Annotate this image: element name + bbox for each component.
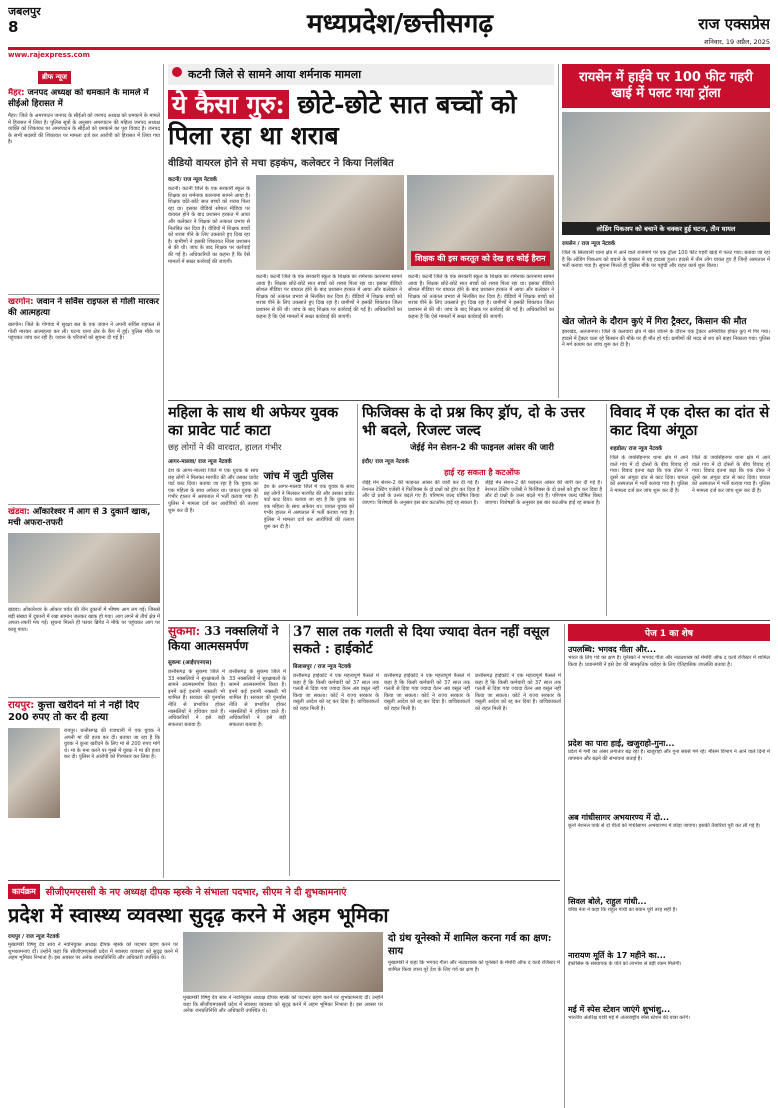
physics-byline: इंदौर/ राज न्यूज नेटवर्क (362, 459, 409, 465)
court-story (293, 624, 561, 876)
page-number: 8 (8, 18, 19, 36)
main-col-1 (168, 175, 250, 386)
finger-byline: शहडोल/ राज न्यूज नेटवर्क (610, 446, 663, 452)
page1-item (568, 644, 770, 735)
affair-headline: महिला के साथ थी अफेयर युवक का प्रावेट पार्ट काटा (168, 404, 339, 439)
brief-item-khargone (8, 297, 160, 502)
page1-item-body: इंफोसिस के संस्थापक के पोते को लाभांश से बड़ी रकम मिलेगी। (568, 961, 682, 967)
brief-item-raipur (8, 700, 160, 878)
naxal-byline: सुकमा (आईएएनएस) (168, 660, 212, 666)
brief-news-column (8, 64, 160, 878)
naxal-headline-text: 33 नक्सलियों ने किया आत्मसमर्पण (168, 624, 279, 653)
main-story (168, 64, 554, 398)
page1-tag: पेज 1 का शेष (568, 624, 770, 641)
naxal-body-2: छत्तीसगढ़ के सुकमा जिले में 33 नक्सलियों ने सुरक्षाबलों के सामने आत्मसमर्पण किया है। इनमें कई इनामी नक्सली भी शामिल हैं। सरकार की पुनर्वास नीति से प्रभावित होकर नक्सलियों ने हथियार डाले हैं। अधिकारियों ने इसे बड़ी सफलता बताया है। (229, 669, 286, 728)
physics-red-sub: हाई रह सकता है कटऑफ (444, 468, 520, 477)
page1-item (568, 950, 770, 1001)
court-body-3: छत्तीसगढ़ हाईकोर्ट ने एक महत्वपूर्ण फैसले में कहा है कि किसी कर्मचारी को 37 साल तक गलती से दिया गया ज्यादा वेतन अब वसूल नहीं किया जा सकता। कोर्ट ने राज्य सरकार के वसूली आदेश को रद्द कर दिया है। याचिकाकर्ता को राहत मिली है। (475, 673, 561, 712)
brief-item-khandwa (8, 507, 160, 695)
finger-body-1: जिले के जयसिंहनगर थाना क्षेत्र में आने वाले गांव में दो दोस्तों के बीच विवाद हो गया। विवाद इतना बढ़ा कि एक दोस्त ने दूसरे का अंगूठा दांत से काट दिया। घायल को अस्पताल में भर्ती कराया गया है। पुलिस ने मामला दर्ज कर जांच शुरू कर दी है। (610, 455, 688, 494)
page1-item-title: सिवल बोले, राहुल गांधी... (568, 897, 647, 906)
karyakram-body-1: मुख्यमंत्री विष्णु देव साय ने नवनियुक्त अध्यक्ष दीपक म्हस्के को पदभार ग्रहण करने पर शुभकामनाएं दीं। उन्होंने कहा कि सीजीएमएससी प्रदेश में स्वास्थ्य व्यवस्था को सुदृढ़ करने में अहम भूमिका निभाता है। इस अवसर पर अनेक जनप्रतिनिधि और अधिकारी उपस्थित थे। (8, 942, 178, 962)
brief-headline: कुत्ता खरीदने मां ने नहीं दिए 200 रुपए तो कर दी हत्या (8, 700, 140, 723)
section-title-box (250, 8, 550, 44)
naxal-lead: सुकमा: (168, 624, 201, 638)
main-subhead: वीडियो वायरल होने से मचा हड़कंप, कलेक्टर ने किया निलंबित (168, 158, 394, 169)
page1-item-title: नारायण मूर्ति के 17 महीने का... (568, 951, 666, 960)
court-headline: 37 साल तक गलती से दिया ज्यादा वेतन नहीं वसूल सकते : हाईकोर्ट (293, 624, 550, 657)
brief-title: रायपुर: (8, 700, 35, 711)
brief-headline: जवान ने सर्विस राइफल से गोली मारकर की आत्महत्या (8, 297, 159, 318)
raisen-photo (562, 112, 770, 222)
tractor-body: झारखंड, अलजनपर। जिले के कलवारा क्षेत्र में खेत जोतने के दौरान एक ट्रैक्टर अनियंत्रित होकर कुएं में गिर गया। हादसे में ट्रैक्टर चला रहे किसान की मौके पर ही मौत हो गई। ग्रामीणों की मदद से शव को बाहर निकाला गया। पुलिस ने मर्ग कायम कर जांच शुरू कर दी है। (562, 329, 770, 349)
website-link[interactable]: www.rajexpress.com (8, 51, 90, 59)
affair-body-2: देश के आगर-मालवा जिले में एक युवक के साथ छह लोगों ने मिलकर मारपीट की और उसका प्रावेट पार्ट काट दिया। बताया जा रहा है कि युवक का एक महिला के साथ अफेयर था। घायल युवक को गंभीर हालत में अस्पताल में भर्ती कराया गया है। पुलिस ने मामला दर्ज कर आरोपियों की तलाश शुरू कर दी है। (263, 484, 354, 530)
fire-photo (8, 533, 160, 603)
raisen-caption: लोडिंग पिकअप को बचाने के चक्कर हुई घटना, तीन घायल (562, 222, 770, 235)
main-kicker: कटनी जिले से सामने आया शर्मनाक मामला (188, 68, 362, 81)
page1-item-title: अब गांधीसागर अभयारण्य में दो... (568, 813, 670, 822)
affair-story (168, 404, 354, 616)
page1-item-title: प्रदेश का पारा हाई, खजुराहो-गुना... (568, 739, 675, 748)
brief-title: खरगोन: (8, 297, 34, 307)
karyakram-headline: प्रदेश में स्वास्थ्य व्यवस्था सुदृढ़ करने में अहम भूमिका (8, 903, 389, 927)
karyakram-tag: कार्यक्रम (8, 884, 40, 899)
header-rule (8, 47, 770, 50)
main-photo-2 (407, 175, 555, 270)
karyakram-byline: रायपुर / राज न्यूज नेटवर्क (8, 934, 60, 940)
masthead-left (8, 4, 78, 44)
photo-caption: शिक्षक की इस करतूत को देख हर कोई हैरान (411, 251, 551, 266)
main-byline: कटनी/ राज न्यूज नेटवर्क (168, 177, 217, 183)
physics-headline: फिजिक्स के दो प्रश्न किए ड्रॉप, दो के उत्तर भी बदले, रिजल्ट जल्द (362, 404, 585, 439)
brand-name: राज एक्सप्रेस (698, 15, 770, 33)
main-kicker-bar (168, 64, 554, 85)
brief-item-maihar (8, 88, 160, 292)
karyakram-top-line: सीजीएमएससी के नए अध्यक्ष दीपक म्हस्के ने संभाला पदभार, सीएम ने दी शुभकामनाएं (45, 887, 347, 898)
page1-continued (568, 624, 770, 1108)
page1-item (568, 1004, 770, 1055)
affair-byline: आगर-मालवा/ राज न्यूज नेटवर्क (168, 459, 232, 465)
finger-story (610, 404, 770, 616)
section-title: मध्यप्रदेश/छत्तीसगढ़ (307, 9, 493, 39)
brief-body: मैहर। जिले के अमरपाटन जनपद के सीईओ को जनपद अध्यक्ष को धमकाने के मामले में हिरासत में लिया है। पुलिस सूत्रों के अनुसार अमरपाटन की महिला जनपद अध्यक्ष व्यक्ति को शिकायत पर अमरपाटन के सीईओ को धमकाने का पूरा विवाद है। जनपद के सभी सदस्यों की शिकायत पर मामला दर्ज कर आरोपी को हिरासत में लिया गया है। (8, 113, 160, 146)
brief-news-tag: ब्रीफ न्यूज (38, 71, 71, 84)
page1-item-body: कूनो नेशनल पार्क से दो चीतों को गांधीसागर अभयारण्य में छोड़ा जाएगा। इसकी तैयारियां पूरी कर ली गई हैं। (568, 823, 761, 829)
karyakram-photo (183, 932, 383, 992)
main-body-1: कटनी। कटनी जिले के एक सरकारी स्कूल के शिक्षक का शर्मनाक कारनामा सामने आया है। शिक्षक छोटे-छोटे सात बच्चों को शराब पिला रहा था। इसका वीडियो सोशल मीडिया पर वायरल होने के बाद प्रशासन हरकत में आया और कलेक्टर ने शिक्षक को तत्काल प्रभाव से निलंबित कर दिया है। वीडियो में शिक्षक बच्चों को शराब पीने के लिए उकसाते हुए दिख रहा है। ग्रामीणों ने इसकी शिकायत जिला प्रशासन से की थी। जांच के बाद शिक्षक पर कार्रवाई की गई है। अधिकारियों का कहना है कि ऐसे मामलों में सख्त कार्रवाई की जाएगी। (168, 186, 250, 265)
unesco-headline: दो ग्रंथ यूनेस्को में शामिल करना गर्व का क्षण: साय (388, 933, 552, 957)
page1-item (568, 738, 770, 809)
unesco-body: मुख्यमंत्री ने कहा कि भगवद गीता और नाट्यशास्त्र को यूनेस्को के मेमोरी ऑफ द वर्ल्ड रजिस्टर में शामिल किया जाना पूरे देश के लिए गर्व का क्षण है। (388, 960, 560, 973)
main-photo-1 (256, 175, 404, 270)
main-headline-rest: छोटे-छोटे सात बच्चों को पिला रहा था शराब (168, 90, 517, 150)
brief-headline: ऑंकारेश्वर में आग से 3 दुकानें खाक, मची अफरा-तफरी (8, 507, 151, 528)
brief-headline: जनपद अध्यक्ष को धमकाने के मामले में सीईओ हिरासत में (8, 88, 149, 109)
main-headline (168, 89, 554, 151)
raisen-story (562, 64, 770, 398)
naxal-headline (168, 624, 286, 654)
raisen-headline: रायसेन में हाईवे पर 100 फीट गहरी खाई में पलट गया ट्रॉला (562, 64, 770, 108)
brief-body: रायपुर। छत्तीसगढ़ की राजधानी में एक युवक ने अपनी मां की हत्या कर दी। बताया जा रहा है कि युवक ने कुत्ता खरीदने के लिए मां से 200 रुपए मांगे थे। मां के मना करने पर गुस्से में युवक ने मां की हत्या कर दी। पुलिस ने आरोपी को गिरफ्तार कर लिया है। (64, 728, 160, 761)
court-byline: बिलासपुर / राज न्यूज नेटवर्क (293, 664, 352, 670)
karyakram-top (8, 884, 560, 899)
main-body-2: कटनी। कटनी जिले के एक सरकारी स्कूल के शिक्षक का शर्मनाक कारनामा सामने आया है। शिक्षक छोटे-छोटे सात बच्चों को शराब पिला रहा था। इसका वीडियो सोशल मीडिया पर वायरल होने के बाद प्रशासन हरकत में आया और कलेक्टर ने शिक्षक को तत्काल प्रभाव से निलंबित कर दिया है। वीडियो में शिक्षक बच्चों को शराब पीने के लिए उकसाते हुए दिख रहा है। ग्रामीणों ने इसकी शिकायत जिला प्रशासन से की थी। जांच के बाद शिक्षक पर कार्रवाई की गई है। अधिकारियों का कहना है कि ऐसे मामलों में सख्त कार्रवाई की जाएगी। (256, 274, 402, 320)
finger-body-2: जिले के जयसिंहनगर थाना क्षेत्र में आने वाले गांव में दो दोस्तों के बीच विवाद हो गया। विवाद इतना बढ़ा कि एक दोस्त ने दूसरे का अंगूठा दांत से काट दिया। घायल को अस्पताल में भर्ती कराया गया है। पुलिस ने मामला दर्ज कर जांच शुरू कर दी है। (692, 455, 770, 494)
edition-date: शनिवार, 19 अप्रैल, 2025 (704, 38, 770, 46)
affair-body-1: देश के आगर-मालवा जिले में एक युवक के साथ छह लोगों ने मिलकर मारपीट की और उसका प्रावेट पार्ट काट दिया। बताया जा रहा है कि युवक का एक महिला के साथ अफेयर था। घायल युवक को गंभीर हालत में अस्पताल में भर्ती कराया गया है। पुलिस ने मामला दर्ज कर आरोपियों की तलाश शुरू कर दी है। (168, 468, 259, 514)
main-body-3: कटनी। कटनी जिले के एक सरकारी स्कूल के शिक्षक का शर्मनाक कारनामा सामने आया है। शिक्षक छोटे-छोटे सात बच्चों को शराब पिला रहा था। इसका वीडियो सोशल मीडिया पर वायरल होने के बाद प्रशासन हरकत में आया और कलेक्टर ने शिक्षक को तत्काल प्रभाव से निलंबित कर दिया है। वीडियो में शिक्षक बच्चों को शराब पीने के लिए उकसाते हुए दिख रहा है। ग्रामीणों ने इसकी शिकायत जिला प्रशासन से की थी। जांच के बाद शिक्षक पर कार्रवाई की गई है। अधिकारियों का कहना है कि ऐसे मामलों में सख्त कार्रवाई की जाएगी। (408, 274, 554, 320)
page1-item-body: प्रदेश में गर्मी का असर लगातार बढ़ रहा है। खजुराहो और गुना सबसे गर्म रहे। मौसम विभाग ने आने वाले दिनों में तापमान और बढ़ने की संभावना जताई है। (568, 749, 770, 762)
naxal-story (168, 624, 286, 876)
page1-item-body: वरिष्ठ नेता ने कहा कि राहुल गांधी का बयान पूरी तरह सही है। (568, 907, 678, 913)
raisen-byline: रायसेन / राज न्यूज नेटवर्क (562, 241, 616, 247)
accused-photo (8, 728, 60, 818)
kicker-dot-icon (172, 67, 182, 77)
finger-headline: विवाद में एक दोस्त का दांत से काट दिया अंगूठा (610, 404, 770, 439)
brief-title: मैहर: (8, 88, 25, 98)
brief-body: खंडवा। ओंकारेश्वर के ओंकार पर्वत की तीन दुकानों में भीषण आग लग गई। जिससे बड़ी संख्या में दुकानों में रखा सामान जलकर खाक हो गया। आग लगने से तीर्थ क्षेत्र में अफरा-तफरी मच गई। सूचना मिलते ही फायर ब्रिगेड ने मौके पर पहुंचकर आग पर काबू पाया। (8, 607, 160, 633)
naxal-body-1: छत्तीसगढ़ के सुकमा जिले में 33 नक्सलियों ने सुरक्षाबलों के सामने आत्मसमर्पण किया है। इनमें कई इनामी नक्सली भी शामिल हैं। सरकार की पुनर्वास नीति से प्रभावित होकर नक्सलियों ने हथियार डाले हैं। अधिकारियों ने इसे बड़ी सफलता बताया है। (168, 669, 225, 728)
brief-title: खंडवा: (8, 507, 30, 517)
main-headline-lead: ये कैसा गुरु: (168, 90, 289, 119)
physics-subhead: जेईई मेन सेशन-2 की फाइनल आंसर की जारी (410, 443, 554, 453)
brief-body: खरगोन। जिले के गोगांवा में सुरक्षा बल के एक जवान ने अपनी सर्विस राइफल से गोली मारकर आत्महत्या कर ली। घटना थाना क्षेत्र के कैंप में हुई। पुलिस मौके पर पहुंचकर जांच कर रही है। जवान के परिजनों को सूचना दी गई है। (8, 322, 160, 342)
karyakram-section (8, 884, 560, 1106)
page1-item (568, 812, 770, 893)
page1-item (568, 896, 770, 947)
physics-body-2: जेईई मेन सेशन-2 की फाइनल आंसर की जारी कर दी गई है। नेशनल टेस्टिंग एजेंसी ने फिजिक्स के दो प्रश्नों को ड्रॉप कर दिया है और दो प्रश्नों के उत्तर बदले गए हैं। परिणाम जल्द घोषित किया जाएगा। विशेषज्ञों के अनुसार इस बार कटऑफ हाई रह सकता है। (484, 480, 602, 506)
physics-body-1: जेईई मेन सेशन-2 की फाइनल आंसर की जारी कर दी गई है। नेशनल टेस्टिंग एजेंसी ने फिजिक्स के दो प्रश्नों को ड्रॉप कर दिया है और दो प्रश्नों के उत्तर बदले गए हैं। परिणाम जल्द घोषित किया जाएगा। विशेषज्ञों के अनुसार इस बार कटऑफ हाई रह सकता है। (362, 480, 480, 506)
affair-inner-head: जांच में जुटी पुलिस (263, 471, 334, 482)
court-body-2: छत्तीसगढ़ हाईकोर्ट ने एक महत्वपूर्ण फैसले में कहा है कि किसी कर्मचारी को 37 साल तक गलती से दिया गया ज्यादा वेतन अब वसूल नहीं किया जा सकता। कोर्ट ने राज्य सरकार के वसूली आदेश को रद्द कर दिया है। याचिकाकर्ता को राहत मिली है। (384, 673, 470, 712)
raisen-body: जिले के सिलवानी थाना क्षेत्र में आने वाले राजमार्ग पर एक ट्रॉला 100 फीट गहरी खाई में पलट गया। बताया जा रहा है कि लोडिंग पिकअप को बचाने के चक्कर में यह हादसा हुआ। हादसे में तीन लोग घायल हुए हैं जिन्हें अस्पताल में भर्ती कराया गया है। सूचना मिलते ही पुलिस मौके पर पहुंची और राहत कार्य शुरू किया। (562, 250, 770, 270)
page1-item-body: भारत के लिए गर्व का क्षण है। यूनेस्को ने भगवद गीता और नाट्यशास्त्र को मेमोरी ऑफ द वर्ल्ड रजिस्टर में शामिल किया है। प्रधानमंत्री ने इसे देश की सांस्कृतिक धरोहर के लिए ऐतिहासिक उपलब्धि बताया है। (568, 655, 770, 668)
court-body-1: छत्तीसगढ़ हाईकोर्ट ने एक महत्वपूर्ण फैसले में कहा है कि किसी कर्मचारी को 37 साल तक गलती से दिया गया ज्यादा वेतन अब वसूल नहीं किया जा सकता। कोर्ट ने राज्य सरकार के वसूली आदेश को रद्द कर दिया है। याचिकाकर्ता को राहत मिली है। (293, 673, 379, 712)
physics-story (362, 404, 602, 616)
masthead-right (610, 14, 770, 48)
main-photo-area (256, 175, 554, 386)
tractor-headline: खेत जोतने के दौरान कुएं में गिरा ट्रैक्टर, किसान की मौत (562, 317, 747, 327)
page1-item-body: भारतीय अंतरिक्ष यात्री मई में अंतरराष्ट्रीय स्पेस स्टेशन की यात्रा करेंगे। (568, 1015, 691, 1021)
city-label: जबलपुर (8, 5, 41, 18)
page1-item-title: मई में स्पेस स्टेशन जाएंगे शुभांशु... (568, 1005, 671, 1014)
page1-item-title: उपलब्धि: भगवद गीता और... (568, 645, 657, 654)
karyakram-body-2: मुख्यमंत्री विष्णु देव साय ने नवनियुक्त अध्यक्ष दीपक म्हस्के को पदभार ग्रहण करने पर शुभकामनाएं दीं। उन्होंने कहा कि सीजीएमएससी प्रदेश में स्वास्थ्य व्यवस्था को सुदृढ़ करने में अहम भूमिका निभाता है। इस अवसर पर अनेक जनप्रतिनिधि और अधिकारी उपस्थित थे। (183, 995, 383, 1015)
affair-subhead: छह लोगों ने की वारदात, हालत गंभीर (168, 443, 282, 453)
